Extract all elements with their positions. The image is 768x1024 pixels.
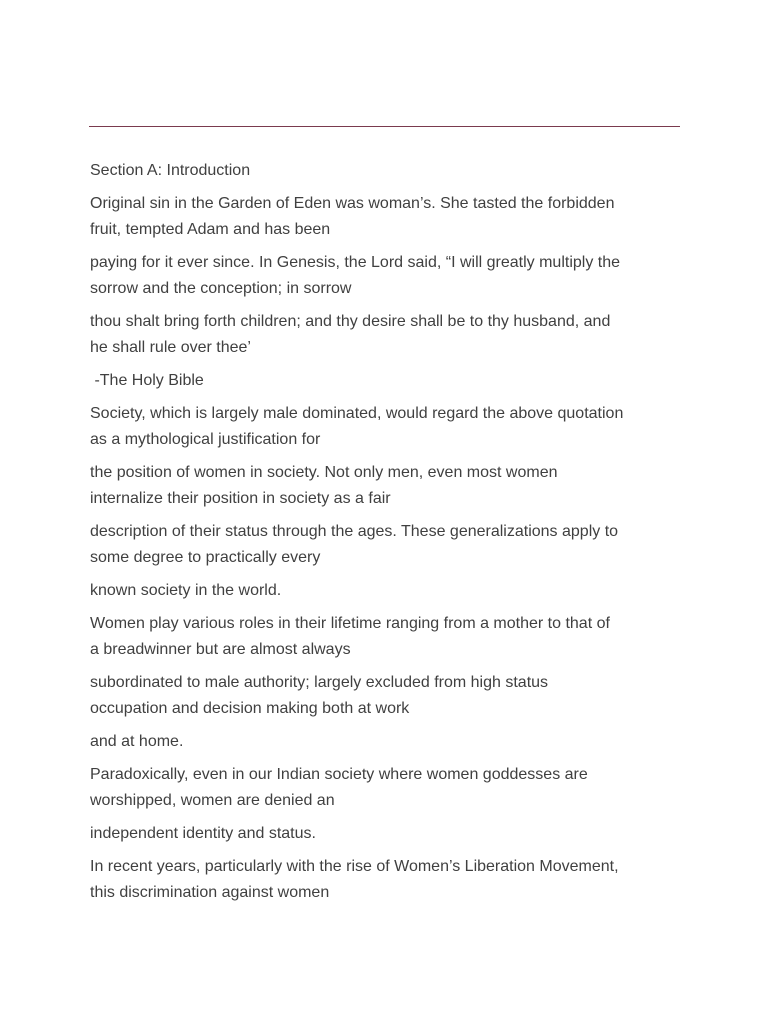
text-line: Section A: Introduction: [90, 162, 251, 179]
paragraph: [90, 670, 682, 722]
header-rule: [89, 126, 680, 127]
text-line: and at home.: [90, 733, 184, 750]
text-line: thou shalt bring forth children; and thy desire shall be to thy husband, and: [90, 313, 611, 330]
paragraph: [90, 519, 682, 571]
paragraph: [90, 729, 682, 755]
text-line: the position of women in society. Not only men, even most women: [90, 464, 558, 481]
text-line: as a mythological justification for: [90, 431, 321, 448]
text-line: fruit, tempted Adam and has been: [90, 221, 331, 238]
text-line: he shall rule over thee’: [90, 339, 251, 356]
text-line: independent identity and status.: [90, 825, 316, 842]
text-line: -The Holy Bible: [90, 372, 204, 389]
text-line: Society, which is largely male dominated, would regard the above quotation: [90, 405, 624, 422]
document-body: [90, 158, 682, 913]
text-line: some degree to practically every: [90, 549, 321, 566]
quote-attribution: [90, 368, 682, 394]
paragraph: [90, 191, 682, 243]
paragraph: [90, 854, 682, 906]
paragraph: [90, 762, 682, 814]
text-line: worshipped, women are denied an: [90, 792, 335, 809]
text-line: occupation and decision making both at work: [90, 700, 410, 717]
text-line: paying for it ever since. In Genesis, the Lord said, “I will greatly multiply the: [90, 254, 621, 271]
paragraph: [90, 611, 682, 663]
paragraph: [90, 460, 682, 512]
paragraph: [90, 250, 682, 302]
paragraph: [90, 578, 682, 604]
text-line: a breadwinner but are almost always: [90, 641, 351, 658]
text-line: subordinated to male authority; largely excluded from high status: [90, 674, 549, 691]
text-line: this discrimination against women: [90, 884, 330, 901]
text-line: sorrow and the conception; in sorrow: [90, 280, 352, 297]
text-line: Original sin in the Garden of Eden was woman’s. She tasted the forbidden: [90, 195, 615, 212]
section-heading: [90, 158, 682, 184]
text-line: internalize their position in society as a fair: [90, 490, 391, 507]
text-line: description of their status through the ages. These generalizations apply to: [90, 523, 619, 540]
paragraph: [90, 821, 682, 847]
text-line: In recent years, particularly with the rise of Women’s Liberation Movement,: [90, 858, 619, 875]
paragraph: [90, 309, 682, 361]
text-line: Women play various roles in their lifetime ranging from a mother to that of: [90, 615, 610, 632]
text-line: Paradoxically, even in our Indian society where women goddesses are: [90, 766, 588, 783]
text-line: known society in the world.: [90, 582, 282, 599]
paragraph: [90, 401, 682, 453]
